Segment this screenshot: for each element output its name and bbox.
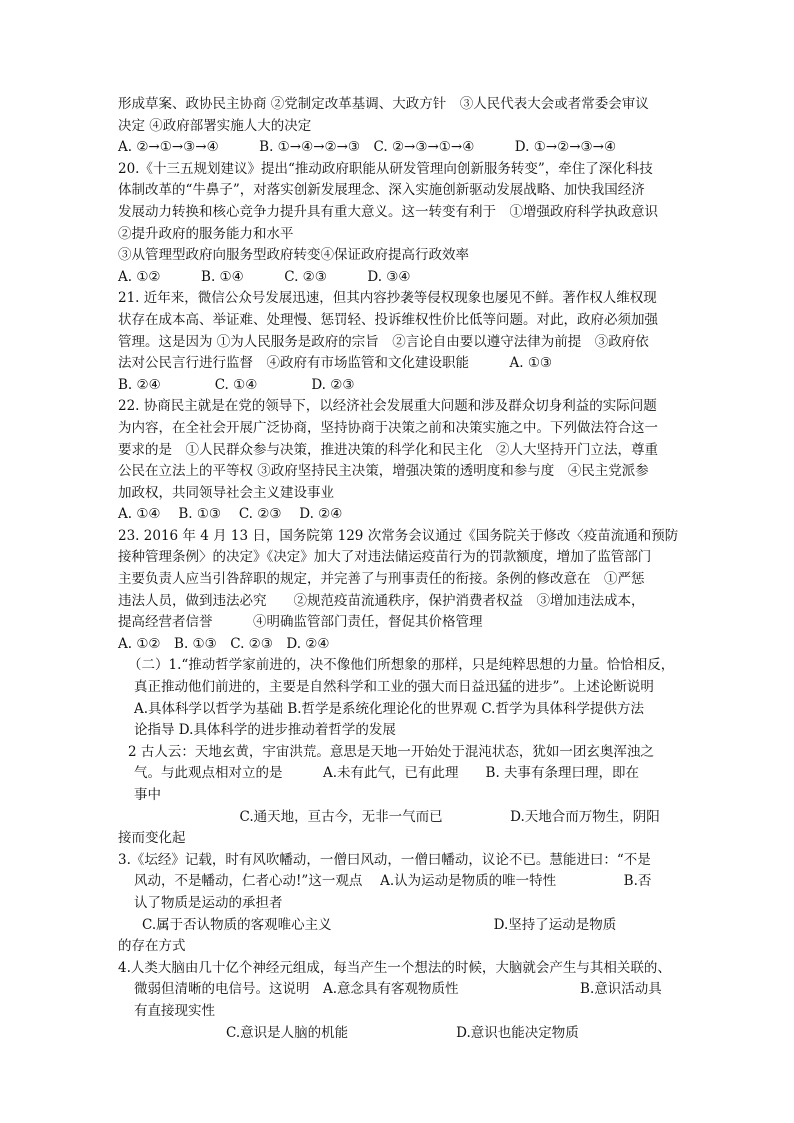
answer-options xyxy=(118,137,684,159)
text-line xyxy=(118,612,684,634)
line-text: 接种管理条例〉的决定》《决定》加大了对违法储运疫苗行为的罚款额度，增加了监管部门 xyxy=(118,549,652,566)
line-text: 的存在方式 xyxy=(118,938,186,955)
line-text: B. ②④ C. ①④ D. ②③ xyxy=(118,376,355,393)
question-text-block xyxy=(118,94,684,1044)
line-text: 发展动力转换和核心竞争力提升具有重大意义。这一转变有利于 ①增强政府科学执政意识 xyxy=(118,203,658,220)
text-line xyxy=(118,180,684,202)
line-text: 微弱但清晰的电信号。这说明 A.意念具有客观物质性 B.意识活动具 xyxy=(134,981,662,998)
text-line xyxy=(118,569,684,591)
line-text: 管理。这是因为 ①为人民服务是政府的宗旨 ②言论自由要以遵守法律为前提 ③政府依 xyxy=(118,333,649,350)
answer-options xyxy=(118,1023,684,1045)
line-text: 3.《坛经》记载，时有风吹幡动，一僧曰风动，一僧曰幡动，议论不已。慧能进曰：“不是 xyxy=(118,851,651,868)
line-text: 2 古人云：天地玄黄，宇宙洪荒。意思是天地一开始处于混沌状态，犹如一团玄奥浑浊之 xyxy=(128,743,654,760)
text-line xyxy=(118,547,684,569)
line-text: 认了物质是运动的承担者 xyxy=(134,894,283,911)
line-text: 形成草案、政协民主协商 ②党制定改革基调、大政方针 ③人民代表大会或者常委会审议 xyxy=(118,96,649,112)
text-line xyxy=(118,202,684,224)
answer-options xyxy=(118,634,684,656)
line-text: A. ①② B. ①④ C. ②③ D. ③④ xyxy=(118,268,411,285)
line-text: 事中 xyxy=(134,787,161,803)
line-text: 法对公民言行进行监督 ④政府有市场监管和文化建设职能 A. ①③ xyxy=(118,355,553,372)
line-text: C.通天地，亘古今，无非一气而已 D.天地合而万物生，阴阳 xyxy=(118,808,660,825)
text-line xyxy=(118,332,684,354)
answer-options xyxy=(118,267,684,289)
line-text: 体制改革的“牛鼻子”，对落实创新发展理念、深入实施创新驱动发展战略、加快我国经济 xyxy=(118,182,645,199)
answer-options xyxy=(118,699,684,721)
line-text: A. ①④ B. ①③ C. ②③ D. ②④ xyxy=(118,506,343,523)
line-text: 论指导 D.具体科学的进步推动着哲学的发展 xyxy=(134,722,396,739)
line-text: 为内容，在全社会开展广泛协商，坚持协商于决策之前和决策实施之中。下列做法符合这一 xyxy=(118,419,658,436)
line-text: A. ②→①→③→④ B. ①→④→②→③ C. ②→③→①→④ D. ①→②→③→④ xyxy=(118,139,617,156)
line-text: 21. 近年来，微信公众号发展迅速，但其内容抄袭等侵权现象也屡见不鲜。著作权人维权现 xyxy=(118,290,657,307)
text-line xyxy=(118,893,684,915)
line-text: A. ①② B. ①③ C. ②③ D. ②④ xyxy=(118,635,330,652)
text-line xyxy=(118,224,684,246)
line-text: ②提升政府的服务能力和水平 xyxy=(118,225,294,242)
question-21 xyxy=(118,288,684,310)
line-text: 23. 2016 年 4 月 13 日，国务院第 129 次常务会议通过《国务院关于修改〈疫苗流通和预防 xyxy=(118,527,679,544)
line-text: 风动，不是幡动，仁者心动!”这一观点 A.认为运动是物质的唯一特性 B.否 xyxy=(134,873,652,890)
text-line xyxy=(118,94,684,116)
text-line xyxy=(118,461,684,483)
line-text: 违法人员，做到违法必究 ②规范疫苗流通秩序，保护消费者权益 ③增加违法成本， xyxy=(118,592,645,609)
text-line xyxy=(118,440,684,462)
section-two-question-2 xyxy=(118,742,684,764)
answer-options xyxy=(118,915,684,937)
line-text: 状存在成本高、举证难、处理慢、惩罚轻、投诉维权性价比低等问题。对此，政府必须加强 xyxy=(118,311,658,328)
line-text: 提高经营者信誉 ④明确监管部门责任，督促其价格管理 xyxy=(118,614,483,631)
text-line xyxy=(118,116,684,138)
line-text: A.具体科学以哲学为基础 B.哲学是系统化理论化的世界观 C.哲学为具体科学提供方法 xyxy=(134,700,644,717)
line-text: 加政权，共同领导社会主义建设事业 xyxy=(118,484,334,501)
line-text: 真正推动他们前进的，主要是自然科学和工业的强大而日益迅猛的进步”。上述论断说明 xyxy=(134,679,654,696)
line-text: 接而变化起 xyxy=(118,830,186,847)
line-text: C.意识是人脑的机能 D.意识也能决定物质 xyxy=(118,1024,579,1041)
line-text: ③从管理型政府向服务型政府转变④保证政府提高行政效率 xyxy=(118,247,469,264)
text-line xyxy=(118,591,684,613)
text-line xyxy=(118,763,684,785)
line-text: 公民在立法上的平等权 ③政府坚持民主决策，增强决策的透明度和参与度 ④民主党派参 xyxy=(118,463,649,480)
line-text: 4.人类大脑由几十亿个神经元组成，每当产生一个想法的时候，大脑就会产生与其相关联的、 xyxy=(118,959,671,976)
line-text: 主要负责人应当引咎辞职的规定，并完善了与刑事责任的衔接。条例的修改意在 ①严惩 xyxy=(118,571,645,588)
text-line xyxy=(118,677,684,699)
line-text: 有直接现实性 xyxy=(134,1002,215,1019)
text-line xyxy=(118,418,684,440)
text-line xyxy=(118,979,684,1001)
question-20 xyxy=(118,159,684,181)
text-line xyxy=(118,353,684,375)
question-23 xyxy=(118,526,684,548)
text-line xyxy=(118,936,684,958)
section-two-question-4 xyxy=(118,958,684,980)
line-text: 22. 协商民主就是在党的领导下，以经济社会发展重大问题和涉及群众切身利益的实际问题 xyxy=(118,398,657,415)
text-line xyxy=(118,483,684,505)
question-22 xyxy=(118,396,684,418)
line-text: 决定 ④政府部署实施人大的决定 xyxy=(118,117,312,134)
answer-options xyxy=(118,504,684,526)
line-text: 20.《十三五规划建议》提出“推动政府职能从研发管理向创新服务转变”，牵住了深化科技 xyxy=(118,160,653,177)
text-line xyxy=(118,785,684,807)
text-line xyxy=(118,245,684,267)
answer-options xyxy=(118,807,684,829)
text-line xyxy=(118,1001,684,1023)
section-two-question-1 xyxy=(118,655,684,677)
section-two-question-3 xyxy=(118,850,684,872)
text-line xyxy=(118,871,684,893)
line-text: C.属于否认物质的客观唯心主义 D.坚持了运动是物质 xyxy=(142,916,617,933)
text-line xyxy=(118,310,684,332)
answer-options xyxy=(118,720,684,742)
line-text: 要求的是 ①人民群众参与决策，推进决策的科学化和民主化 ②人大坚持开门立法，尊重 xyxy=(118,441,658,458)
line-text: （二）1.“推动哲学家前进的，决不像他们所想象的那样，只是纯粹思想的力量。恰恰相反， xyxy=(128,657,675,674)
text-line xyxy=(118,828,684,850)
answer-options xyxy=(118,375,684,397)
line-text: 气。与此观点相对立的是 A.未有此气，已有此理 B. 夫事有条理曰理，即在 xyxy=(134,765,640,782)
